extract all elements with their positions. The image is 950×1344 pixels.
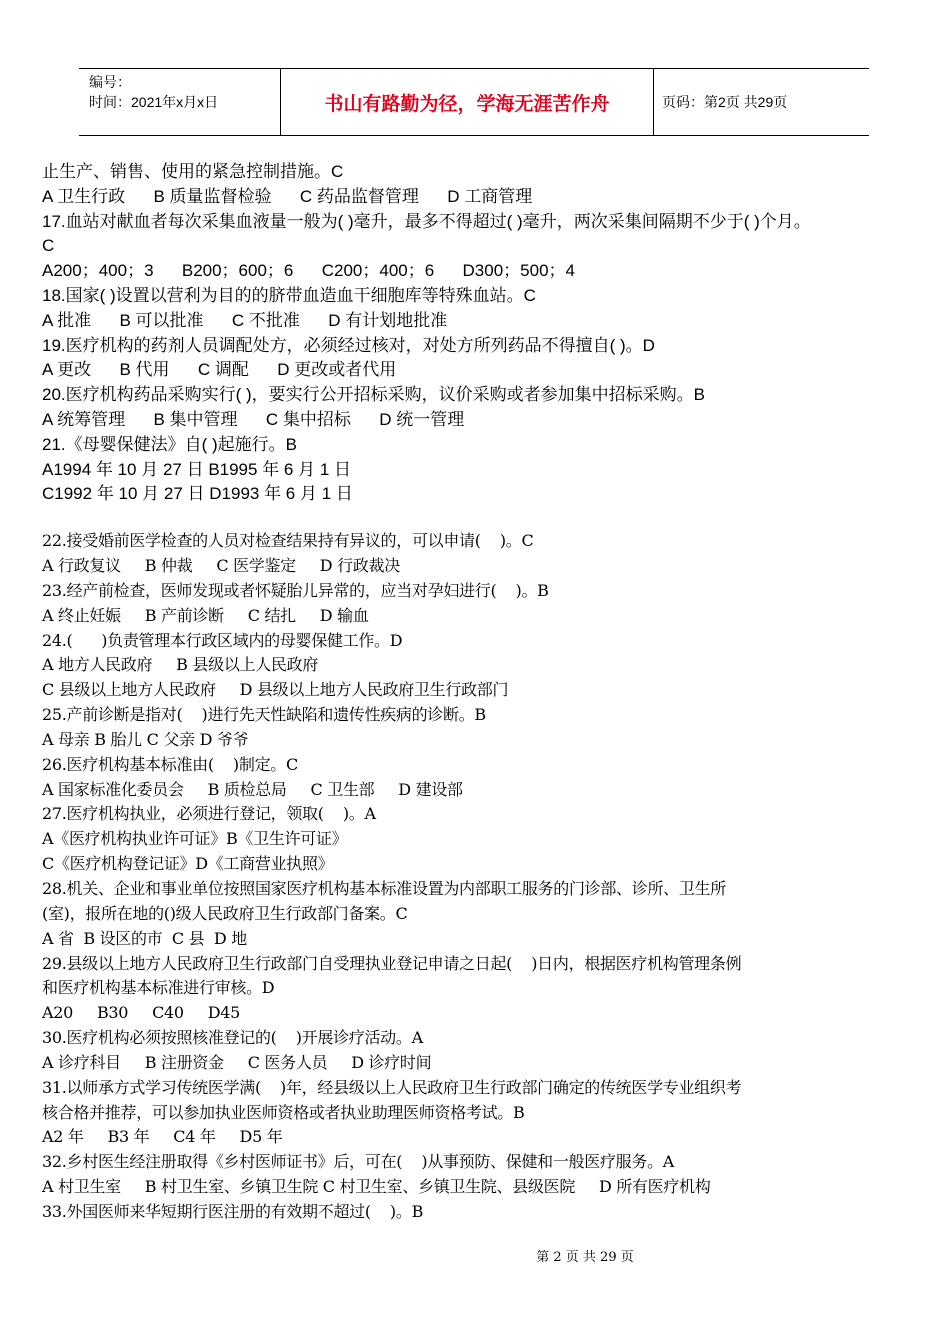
text-line: 20.医疗机构药品采购实行( )，要实行公开招标采购，议价采购或者参加集中招标采购。B — [42, 385, 706, 405]
header-number-label: 编号： — [89, 74, 131, 90]
text-line: A200；400；3 B200；600；6 C200；400；6 D300；500；4 — [42, 261, 575, 281]
text-line: 和医疗机构基本标准进行审核。D — [42, 978, 275, 998]
text-line: 18.国家( )设置以营利为目的的脐带血造血干细胞库等特殊血站。C — [42, 285, 536, 305]
text-line: 24.( )负责管理本行政区域内的母婴保健工作。D — [42, 630, 403, 650]
text-line: 29.县级以上地方人民政府卫生行政部门自受理执业登记申请之日起( )日内，根据医疗机构管理条例 — [42, 953, 742, 973]
questions-block-2 — [42, 529, 912, 1225]
text-line: A 更改 B 代用 C 调配 D 更改或者代用 — [42, 360, 397, 380]
text-line: 28.机关、企业和事业单位按照国家医疗机构基本标准设置为内部职工服务的门诊部、诊所、卫生所 — [42, 878, 726, 898]
text-line: 22.接受婚前医学检查的人员对检查结果持有异议的，可以申请( )。C — [42, 531, 534, 551]
text-line: A 终止妊娠 B 产前诊断 C 结扎 D 输血 — [42, 605, 369, 625]
text-line: 31.以师承方式学习传统医学满( )年，经县级以上人民政府卫生行政部门确定的传统医学专业组织考 — [42, 1077, 742, 1097]
header-motto: 书山有路勤为径，学海无涯苦作舟 — [281, 69, 654, 135]
text-line: C 县级以上地方人民政府 D 县级以上地方人民政府卫生行政部门 — [42, 680, 509, 700]
text-line: 19.医疗机构的药剂人员调配处方，必须经过核对，对处方所列药品不得擅自( )。D — [42, 335, 655, 355]
text-line: A 地方人民政府 B 县级以上人民政府 — [42, 655, 319, 675]
text-line: A 卫生行政 B 质量监督检验 C 药品监督管理 D 工商管理 — [42, 186, 533, 206]
text-line: A 母亲 B 胎儿 C 父亲 D 爷爷 — [42, 729, 249, 749]
text-line: A20 B30 C40 D45 — [42, 1003, 241, 1023]
page-footer: 第 2 页 共 29 页 — [536, 1250, 634, 1265]
text-line: 核合格并推荐，可以参加执业医师资格或者执业助理医师资格考试。B — [42, 1102, 525, 1122]
text-line: A 省 B 设区的市 C 县 D 地 — [42, 928, 247, 948]
text-line: A2 年 B3 年 C4 年 D5 年 — [42, 1127, 283, 1147]
page-header — [79, 68, 869, 136]
text-line: 26.医疗机构基本标准由( )制定。C — [42, 754, 298, 774]
header-time-label: 时间：2021年x月x日 — [89, 94, 219, 110]
text-line: A1994 年 10 月 27 日 B1995 年 6 月 1 日 — [42, 459, 351, 479]
header-meta — [79, 69, 281, 135]
text-line: A 国家标准化委员会 B 质检总局 C 卫生部 D 建设部 — [42, 779, 463, 799]
text-line: C — [42, 236, 55, 256]
text-line: 21.《母婴保健法》自( )起施行。B — [42, 434, 298, 454]
text-line: A 统筹管理 B 集中管理 C 集中招标 D 统一管理 — [42, 409, 465, 429]
text-line: 32.乡村医生经注册取得《乡村医师证书》后，可在( )从事预防、保健和一般医疗服务。A — [42, 1152, 675, 1172]
text-line: 17.血站对献血者每次采集血液量一般为( )毫升，最多不得超过( )毫升，两次采集间隔期不少于( )个月。 — [42, 211, 811, 231]
text-line: C《医疗机构登记证》D《工商营业执照》 — [42, 854, 334, 874]
text-line: A 批准 B 可以批准 C 不批准 D 有计划地批准 — [42, 310, 448, 330]
text-line: 23.经产前检查，医师发现或者怀疑胎儿异常的，应当对孕妇进行( )。B — [42, 580, 549, 600]
text-line: A《医疗机构执业许可证》B《卫生许可证》 — [42, 829, 348, 849]
document-body — [42, 160, 912, 1225]
text-line: A 村卫生室 B 村卫生室、乡镇卫生院 C 村卫生室、乡镇卫生院、县级医院 D 所有医疗机构 — [42, 1177, 711, 1197]
text-line: 30.医疗机构必须按照核准登记的( )开展诊疗活动。A — [42, 1028, 423, 1048]
header-page-info: 页码：第2页 共29页 — [662, 94, 788, 110]
text-line: 27.医疗机构执业，必须进行登记，领取( )。A — [42, 804, 376, 824]
text-line: 止生产、销售、使用的紧急控制措施。C — [42, 162, 344, 181]
questions-block-1 — [42, 160, 912, 507]
text-line: A 行政复议 B 仲裁 C 医学鉴定 D 行政裁决 — [42, 556, 400, 575]
text-line: 25.产前诊断是指对( )进行先天性缺陷和遗传性疾病的诊断。B — [42, 705, 486, 725]
text-line: 33.外国医师来华短期行医注册的有效期不超过( )。B — [42, 1201, 424, 1221]
text-line: (室)，报所在地的()级人民政府卫生行政部门备案。C — [42, 903, 408, 923]
text-line: A 诊疗科目 B 注册资金 C 医务人员 D 诊疗时间 — [42, 1052, 432, 1072]
text-line: C1992 年 10 月 27 日 D1993 年 6 月 1 日 — [42, 484, 353, 504]
